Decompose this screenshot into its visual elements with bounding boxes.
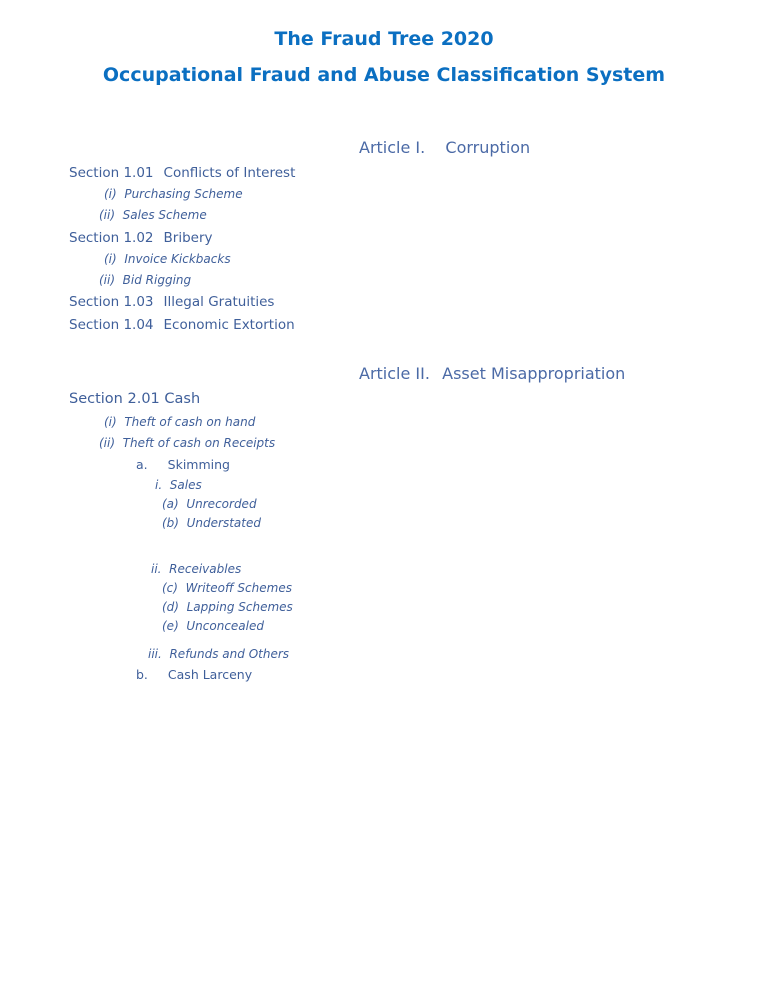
section-1-03 [69,294,274,310]
list-item [136,457,230,472]
article-heading-corruption [359,138,530,157]
item-text: Skimming [167,457,230,472]
list-item [162,516,261,530]
item-number: a. [136,457,148,472]
item-text: Unrecorded [186,497,257,511]
item-number: (ii) [99,208,116,222]
list-item [99,436,275,450]
item-text: Theft of cash on hand [124,415,256,429]
section-name: Illegal Gratuities [163,294,275,310]
list-item [162,581,292,595]
item-number: ii. [151,562,162,576]
item-text: Purchasing Scheme [124,187,243,201]
item-number: (i) [104,415,117,429]
list-item [148,647,289,661]
item-number: (ii) [99,273,116,287]
list-item [155,478,202,492]
list-item [162,497,257,511]
list-item [162,600,293,614]
item-text: Unconcealed [186,619,264,633]
item-text: Receivables [169,562,242,576]
item-text: Cash Larceny [167,667,253,682]
list-item [104,252,231,266]
document-subtitle: Occupational Fraud and Abuse Classification System [102,64,666,86]
item-number: (b) [162,516,179,530]
article-name: Asset Misappropriation [442,364,626,383]
section-name: Conflicts of Interest [163,165,296,181]
section-number: Section 2.01 [69,391,160,407]
item-text: Writeoff Schemes [185,581,292,595]
item-text: Lapping Schemes [186,600,293,614]
list-item [151,562,241,576]
item-text: Bid Rigging [122,273,192,287]
item-text: Theft of cash on Receipts [122,436,276,450]
item-number: (a) [162,497,179,511]
section-name: Economic Extortion [163,317,295,333]
item-text: Invoice Kickbacks [124,252,231,266]
article-heading-asset-misappropriation [359,364,625,383]
list-item [136,667,252,682]
document-title: The Fraud Tree 2020 [274,28,494,50]
section-name: Bribery [163,230,213,246]
section-2-01 [69,391,200,407]
section-name: Cash [164,391,201,407]
section-1-04 [69,317,295,333]
article-number: Article I. [359,138,426,157]
list-item [162,619,264,633]
item-number: (d) [162,600,179,614]
section-number: Section 1.01 [69,165,154,181]
list-item [104,415,255,429]
item-number: (i) [104,187,117,201]
section-number: Section 1.04 [69,317,154,333]
section-1-01 [69,165,295,181]
item-text: Understated [186,516,261,530]
item-text: Sales [169,478,202,492]
item-number: (c) [162,581,178,595]
article-number: Article II. [359,364,430,383]
section-number: Section 1.03 [69,294,154,310]
item-number: (e) [162,619,179,633]
item-text: Sales Scheme [122,208,207,222]
section-1-02 [69,230,213,246]
item-number: i. [155,478,163,492]
list-item [99,208,207,222]
article-name: Corruption [445,138,531,157]
list-item [104,187,243,201]
item-number: (ii) [99,436,116,450]
item-number: b. [136,667,148,682]
item-number: iii. [148,647,162,661]
list-item [99,273,191,287]
item-text: Refunds and Others [169,647,290,661]
item-number: (i) [104,252,117,266]
section-number: Section 1.02 [69,230,154,246]
